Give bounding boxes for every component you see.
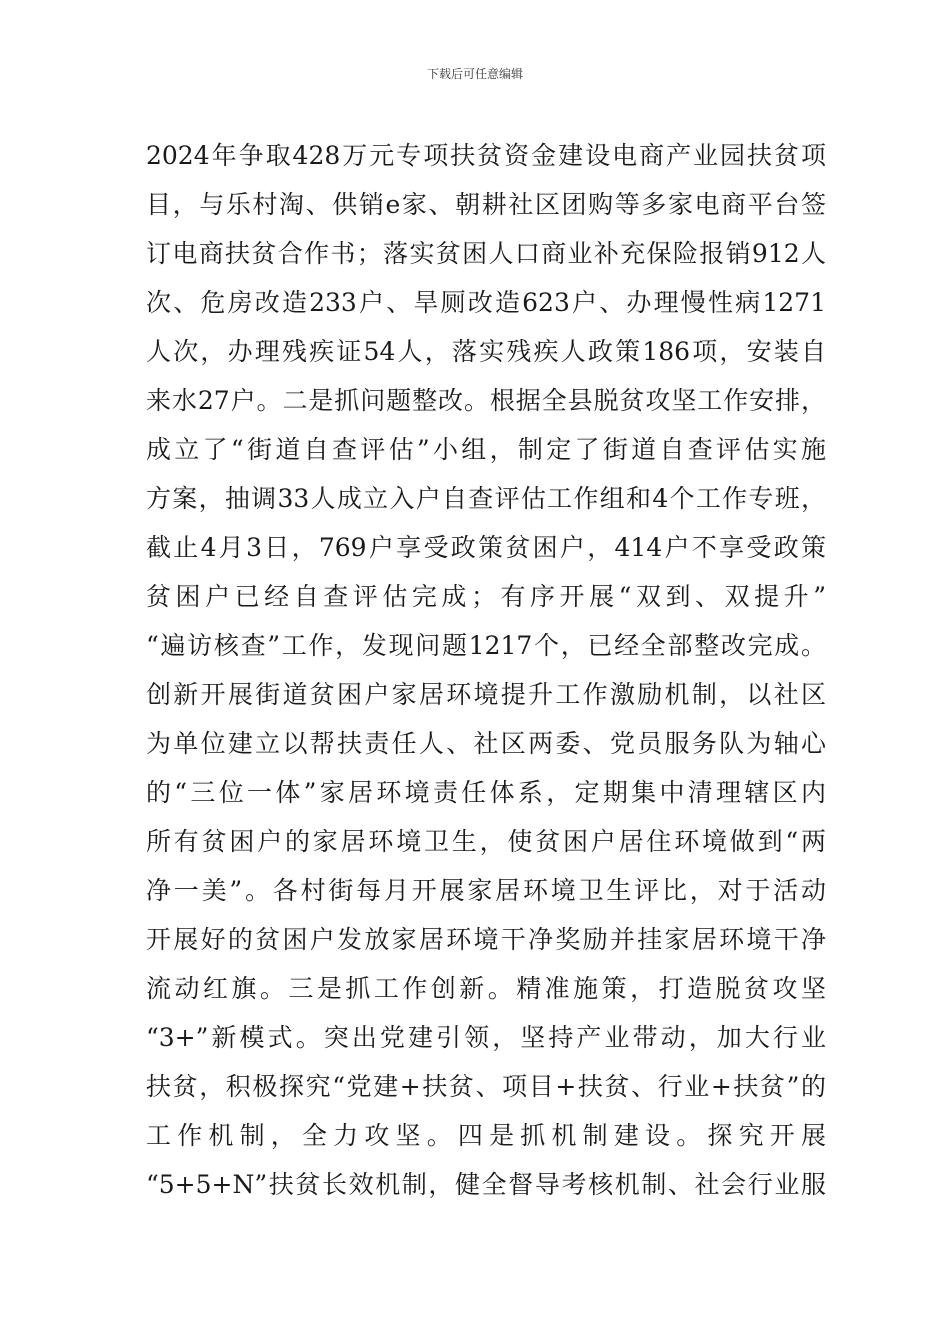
text-line: 截止4月3日，769户享受政策贫困户，414户不享受政策 bbox=[146, 533, 826, 562]
text-line: “5+5+N”扶贫长效机制，健全督导考核机制、社会行业服 bbox=[146, 1170, 826, 1199]
text-line: 的“三位一体”家居环境责任体系，定期集中清理辖区内 bbox=[146, 778, 826, 807]
text-line: 2024年争取428万元专项扶贫资金建设电商产业园扶贫项 bbox=[146, 141, 826, 170]
text-line: 订电商扶贫合作书；落实贫困人口商业补充保险报销912人 bbox=[146, 239, 826, 268]
text-line: 次、危房改造233户、旱厕改造623户、办理慢性病1271 bbox=[146, 288, 826, 317]
text-line: 开展好的贫困户发放家居环境干净奖励并挂家居环境干净 bbox=[146, 925, 826, 954]
text-line: 成立了“街道自查评估”小组，制定了街道自查评估实施 bbox=[146, 435, 826, 464]
text-line: 工作机制，全力攻坚。四是抓机制建设。探究开展 bbox=[146, 1121, 826, 1150]
text-line: 贫困户已经自查评估完成；有序开展“双到、双提升” bbox=[146, 582, 826, 611]
text-line: 方案，抽调33人成立入户自查评估工作组和4个工作专班， bbox=[146, 484, 826, 513]
text-line: 来水27户。二是抓问题整改。根据全县脱贫攻坚工作安排， bbox=[146, 386, 826, 415]
text-line: “遍访核查”工作，发现问题1217个，已经全部整改完成。 bbox=[146, 631, 826, 660]
body-paragraph bbox=[146, 131, 826, 1209]
text-line: 所有贫困户的家居环境卫生，使贫困户居住环境做到“两 bbox=[146, 827, 826, 856]
text-line: 为单位建立以帮扶责任人、社区两委、党员服务队为轴心 bbox=[146, 729, 826, 758]
text-line: 净一美”。各村街每月开展家居环境卫生评比，对于活动 bbox=[146, 876, 826, 905]
text-line: 人次，办理残疾证54人，落实残疾人政策186项，安装自 bbox=[146, 337, 826, 366]
text-line: 创新开展街道贫困户家居环境提升工作激励机制，以社区 bbox=[146, 680, 826, 709]
text-line: 流动红旗。三是抓工作创新。精准施策，打造脱贫攻坚 bbox=[146, 974, 826, 1003]
header-note: 下载后可任意编辑 bbox=[426, 67, 523, 81]
text-line: 目，与乐村淘、供销e家、朝耕社区团购等多家电商平台签 bbox=[146, 190, 826, 219]
text-line: “3+”新模式。突出党建引领，坚持产业带动，加大行业 bbox=[146, 1023, 826, 1052]
text-line: 扶贫，积极探究“党建+扶贫、项目+扶贫、行业+扶贫”的 bbox=[146, 1072, 826, 1101]
